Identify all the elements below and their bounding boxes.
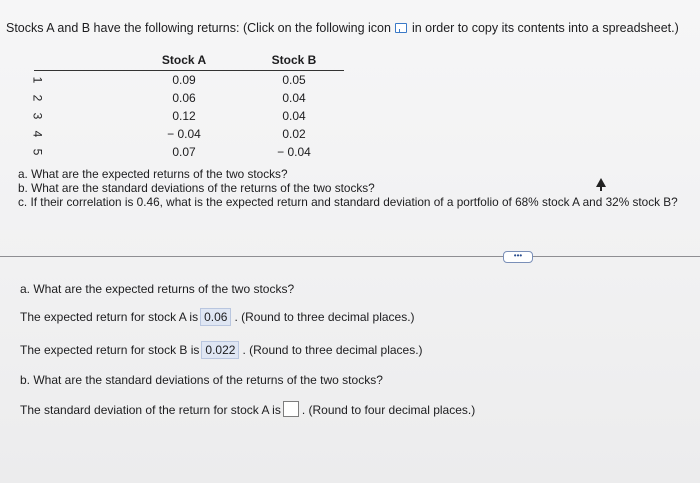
header-index <box>34 50 124 71</box>
stock-a-cell: 0.06 <box>172 91 196 105</box>
header-stock-a: Stock A <box>124 50 244 71</box>
row-number: 5 <box>30 148 45 156</box>
stock-a-cell: 0.12 <box>172 109 196 123</box>
stock-a-cell: − 0.04 <box>167 127 201 141</box>
table-row <box>34 71 344 90</box>
intro-after: in order to copy its contents into a spreadsheet.) <box>411 21 679 35</box>
expected-return-b-note: . (Round to three decimal places.) <box>242 343 423 357</box>
stock-b-cell: 0.05 <box>282 73 306 87</box>
row-number: 3 <box>30 112 45 120</box>
section-divider <box>0 256 700 257</box>
row-number: 4 <box>30 130 45 138</box>
table-header-row <box>34 50 344 71</box>
question-c: c. If their correlation is 0.46, what is the expected return and standard deviation of a portfolio of 68% stock A and 32% stock B? <box>18 195 678 209</box>
copy-spreadsheet-icon[interactable] <box>395 23 407 33</box>
returns-table <box>30 50 344 161</box>
stock-b-cell: 0.02 <box>282 127 306 141</box>
row-number: 2 <box>30 94 45 102</box>
more-options-button[interactable]: ••• <box>503 251 533 263</box>
std-dev-a-input[interactable] <box>283 401 299 417</box>
expected-return-a-row <box>20 308 415 326</box>
std-dev-a-label: The standard deviation of the return for stock A is <box>20 403 281 417</box>
std-dev-a-note: . (Round to four decimal places.) <box>301 403 476 417</box>
question-b: b. What are the standard deviations of the returns of the two stocks? <box>18 181 375 195</box>
expected-return-b-row <box>20 341 423 359</box>
question-list <box>18 167 678 209</box>
stock-b-cell: − 0.04 <box>277 145 311 159</box>
table-row <box>34 89 344 107</box>
expected-return-b-label: The expected return for stock B is <box>20 343 200 357</box>
std-dev-a-row <box>20 401 475 417</box>
question-a: a. What are the expected returns of the two stocks? <box>18 167 288 181</box>
answer-heading-b: b. What are the standard deviations of the returns of the two stocks? <box>20 373 383 387</box>
stock-a-cell: 0.07 <box>172 145 196 159</box>
row-number: 1 <box>30 76 45 84</box>
intro-before: Stocks A and B have the following returns: (Click on the following icon <box>6 21 391 35</box>
table-row <box>34 143 344 161</box>
expected-return-a-value[interactable]: 0.06 <box>200 308 231 326</box>
header-stock-b: Stock B <box>244 50 344 71</box>
answer-heading-a: a. What are the expected returns of the two stocks? <box>20 282 295 296</box>
stock-b-cell: 0.04 <box>282 109 306 123</box>
expected-return-a-note: . (Round to three decimal places.) <box>234 310 415 324</box>
stock-b-cell: 0.04 <box>282 91 306 105</box>
expected-return-b-value[interactable]: 0.022 <box>201 341 239 359</box>
table-row <box>34 125 344 143</box>
intro-text <box>6 21 679 35</box>
expected-return-a-label: The expected return for stock A is <box>20 310 199 324</box>
table-row <box>34 107 344 125</box>
mouse-cursor-icon <box>596 178 606 187</box>
stock-a-cell: 0.09 <box>172 73 196 87</box>
